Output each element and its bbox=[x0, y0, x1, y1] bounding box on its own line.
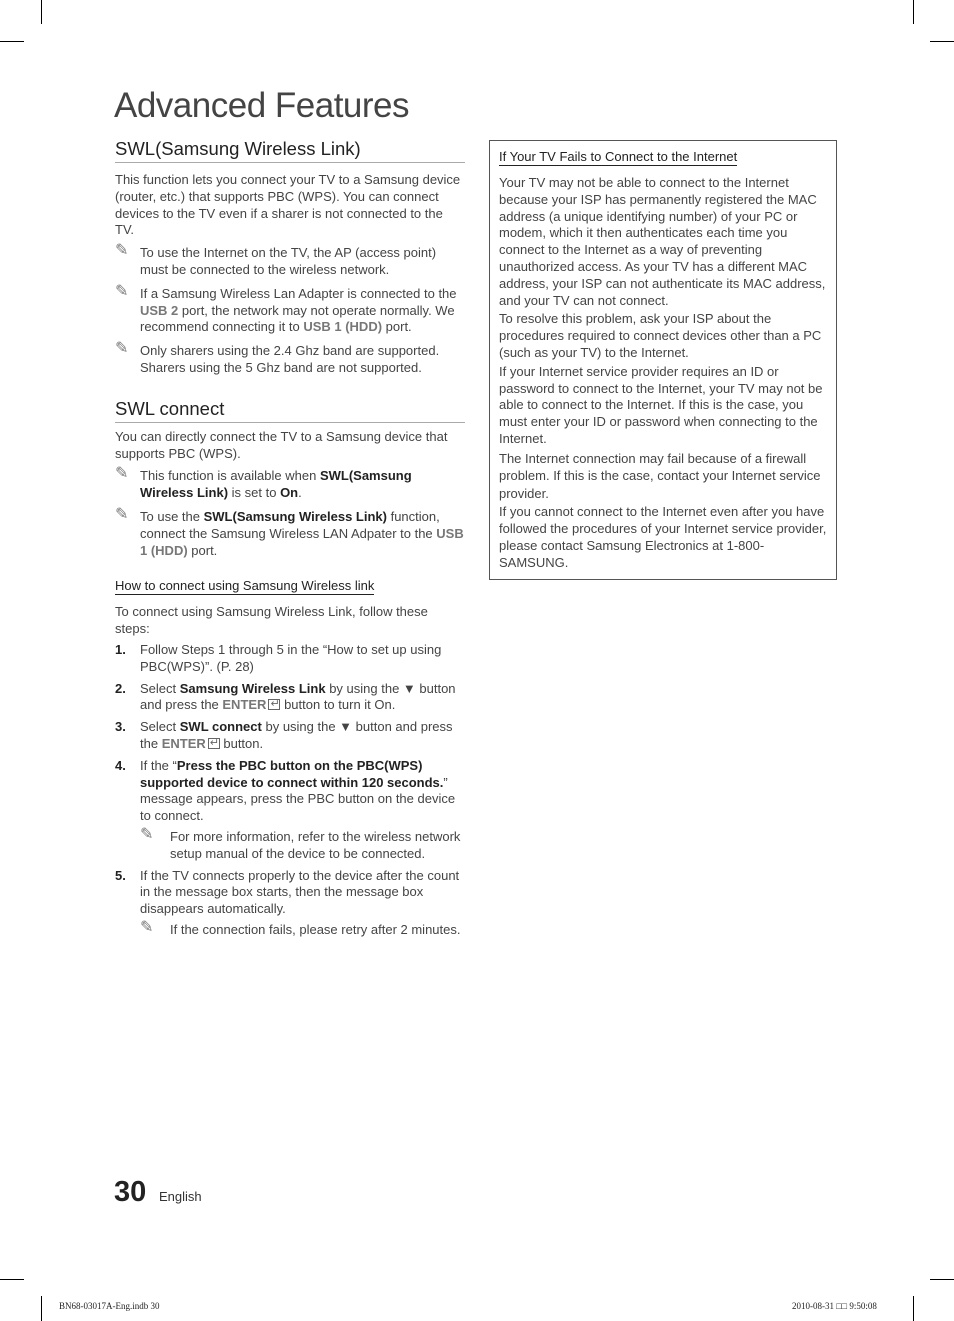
section-heading-swl: SWL(Samsung Wireless Link) bbox=[115, 138, 465, 163]
left-column bbox=[115, 138, 465, 939]
note: ✎ To use the SWL(Samsung Wireless Link) function, connect the Samsung Wireless LAN Adpater to the USB 1 (HDD) port. bbox=[115, 505, 464, 558]
enter-key-icon bbox=[208, 738, 220, 749]
crop-mark bbox=[0, 41, 24, 42]
pencil-note-icon: ✎ bbox=[140, 918, 154, 936]
pencil-note-icon: ✎ bbox=[115, 465, 129, 483]
crop-mark bbox=[913, 1296, 914, 1321]
step-item: 2. Select Samsung Wireless Link by using the ▼ button and press the ENTER↵ button to turn it On. bbox=[115, 681, 465, 715]
pencil-note-icon: ✎ bbox=[115, 340, 129, 358]
note: ✎ To use the Internet on the TV, the AP (access point) must be connected to the wireless network. bbox=[115, 242, 437, 277]
info-paragraph: Your TV may not be able to connect to the Internet because your ISP has permanently registered the MAC address (a unique identifying number) of your PC or modem, which it then authenticates each time you connect to the Internet as a way of preventing unauthorized access. As your TV has a different MAC address, your ISP can not authenticate its MAC address, and your TV can not connect. bbox=[499, 175, 826, 308]
howto-title: How to connect using Samsung Wireless link bbox=[115, 578, 375, 594]
swl-intro: This function lets you connect your TV to a Samsung device (router, etc.) that supports PBC (WPS). You can connect devices to the TV even if a sharer is not connected to the TV. bbox=[115, 172, 461, 238]
page-title: Advanced Features bbox=[114, 86, 410, 125]
crop-mark bbox=[41, 0, 42, 24]
swl-connect-intro: You can directly connect the TV to a Samsung device that supports PBC (WPS). bbox=[115, 428, 448, 461]
step-item: 5. If the TV connects properly to the device after the count in the message box starts, then the message box disappears automatically. ✎ If the connection fails, please retry after 2 minutes. bbox=[115, 868, 465, 939]
crop-mark bbox=[41, 1296, 42, 1321]
howto-title-wrap bbox=[115, 577, 465, 595]
howto-intro: To connect using Samsung Wireless Link, follow these steps: bbox=[115, 604, 428, 637]
pencil-note-icon: ✎ bbox=[140, 825, 154, 843]
note: ✎ If the connection fails, please retry after 2 minutes. bbox=[140, 918, 461, 937]
page-language: English bbox=[159, 1189, 202, 1204]
enter-key-icon bbox=[268, 699, 280, 710]
print-file-info: BN68-03017A-Eng.indb 30 bbox=[59, 1301, 160, 1311]
info-paragraph: If you cannot connect to the Internet even after you have followed the procedures of your Internet service provider, please contact Samsung Electronics at 1-800-SAMSUNG. bbox=[499, 504, 827, 570]
pencil-note-icon: ✎ bbox=[115, 242, 129, 260]
crop-mark bbox=[930, 41, 954, 42]
step-item: 4. If the “Press the PBC button on the PBC(WPS) supported device to connect within 120 seconds.” message appears, press the PBC button on the device to connect. ✎ For more information, refer to the wireless network setup manual of the device to be connected. bbox=[115, 758, 465, 863]
crop-mark bbox=[930, 1279, 954, 1280]
step-item: 1. Follow Steps 1 through 5 in the “How to set up using PBC(WPS)”. (P. 28) bbox=[115, 641, 442, 674]
note: ✎ Only sharers using the 2.4 Ghz band are supported. Sharers using the 5 Ghz band are not supported. bbox=[115, 340, 440, 375]
info-box bbox=[489, 140, 837, 580]
page-number: 30 bbox=[114, 1176, 147, 1208]
note: ✎ This function is available when SWL(Samsung Wireless Link) is set to On. bbox=[115, 465, 412, 501]
note: ✎ If a Samsung Wireless Lan Adapter is connected to the USB 2 port, the network may not operate normally. We recommend connecting it to USB 1 (HDD) port. bbox=[115, 282, 457, 335]
crop-mark bbox=[913, 0, 914, 24]
info-paragraph: The Internet connection may fail because of a firewall problem. If this is the case, contact your Internet service provider. bbox=[499, 450, 821, 501]
section-heading-swl-connect: SWL connect bbox=[115, 398, 465, 423]
info-paragraph: To resolve this problem, ask your ISP about the procedures required to connect devices other than a PC (such as your TV) to the Internet. bbox=[499, 311, 822, 360]
crop-mark bbox=[0, 1279, 24, 1280]
print-timestamp: 2010-08-31 □□ 9:50:08 bbox=[792, 1301, 877, 1311]
info-box-title: If Your TV Fails to Connect to the Internet bbox=[499, 149, 738, 164]
info-paragraph: If your Internet service provider requires an ID or password to connect to the Internet, your TV may not be able to connect to the Internet. If this is the case, you must enter your ID or password when connecting to the Internet. bbox=[499, 363, 823, 446]
pencil-note-icon: ✎ bbox=[115, 282, 129, 300]
note: ✎ For more information, refer to the wireless network setup manual of the device to be connected. bbox=[140, 825, 461, 861]
step-item: 3. Select SWL connect by using the ▼ button and press the ENTER↵ button. bbox=[115, 719, 465, 753]
pencil-note-icon: ✎ bbox=[115, 505, 129, 523]
